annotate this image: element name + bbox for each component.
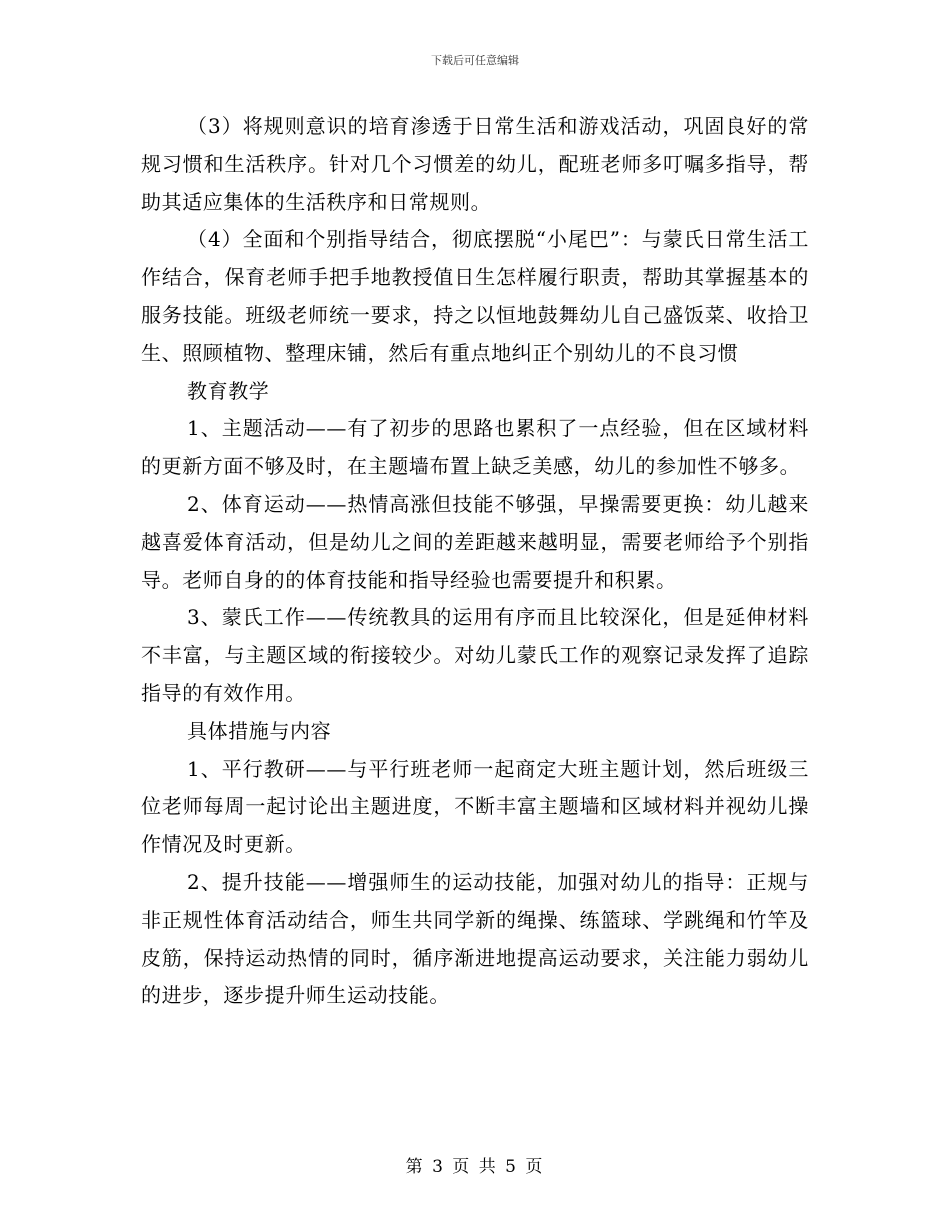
section-heading-measures: 具体措施与内容 — [187, 718, 332, 743]
paragraph-parallel-research: 1、平行教研——与平行班老师一起商定大班主题计划，然后班级三位老师每周一起讨论出主题进度，不断丰富主题墙和区域材料并视幼儿操作情况及时更新。 — [141, 756, 809, 857]
paragraph-skill-improvement: 2、提升技能——增强师生的运动技能，加强对幼儿的指导：正规与非正规性体育活动结合，师生共同学新的绳操、练篮球、学跳绳和竹竿及皮筋，保持运动热情的同时，循序渐进地提高运动要求，关注能力弱幼儿的进步，逐步提升师生运动技能。 — [141, 869, 809, 1008]
paragraph-individual-guidance: （4）全面和个别指导结合，彻底摆脱“小尾巴”：与蒙氏日常生活工作结合，保育老师手把手地教授值日生怎样履行职责，帮助其掌握基本的服务技能。班级老师统一要求，持之以恒地鼓舞幼儿自己盛饭菜、收拾卫生、照顾植物、整理床铺，然后有重点地纠正个别幼儿的不良习惯 — [141, 227, 809, 365]
paragraph-rule-awareness: （3）将规则意识的培育渗透于日常生活和游戏活动，巩固良好的常规习惯和生活秩序。针对几个习惯差的幼儿，配班老师多叮嘱多指导，帮助其适应集体的生活秩序和日常规则。 — [141, 114, 809, 214]
page-footer: 第 3 页 共 5 页 — [405, 1157, 545, 1177]
paragraph-theme-activity: 1、主题活动——有了初步的思路也累积了一点经验，但在区域材料的更新方面不够及时，在主题墙布置上缺乏美感，幼儿的参加性不够多。 — [141, 416, 809, 479]
section-heading-teaching: 教育教学 — [187, 378, 270, 403]
paragraph-sports: 2、体育运动——热情高涨但技能不够强，早操需要更换：幼儿越来越喜爱体育活动，但是幼儿之间的差距越来越明显，需要老师给予个别指导。老师自身的的体育技能和指导经验也需要提升和积累。 — [141, 491, 809, 592]
page-header: 下载后可任意编辑 — [431, 54, 519, 67]
document-body — [141, 108, 809, 1015]
paragraph-montessori: 3、蒙氏工作——传统教具的运用有序而且比较深化，但是延伸材料不丰富，与主题区域的衔接较少。对幼儿蒙氏工作的观察记录发挥了追踪指导的有效作用。 — [141, 605, 809, 705]
